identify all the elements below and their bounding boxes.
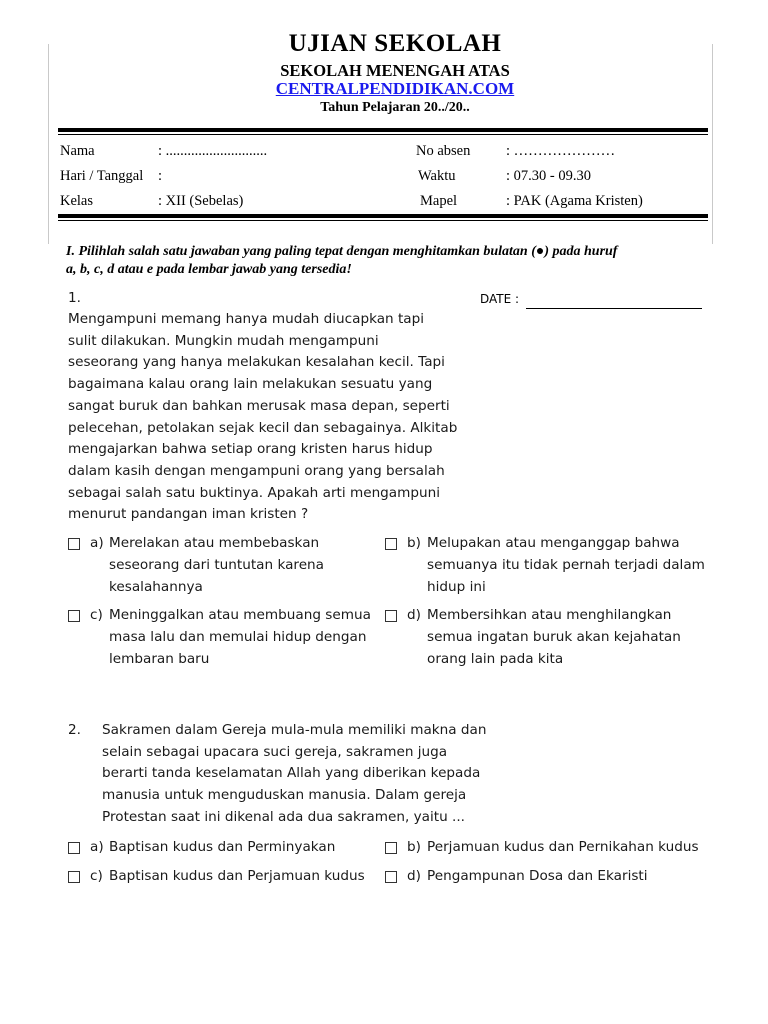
checkbox-icon[interactable] (385, 871, 397, 883)
question-line: Mengampuni memang hanya mudah diucapkan tapi (68, 311, 425, 327)
option-line: Membersihkan atau menghilangkan (427, 607, 672, 623)
option-letter: d) (407, 607, 421, 623)
option-letter: c) (90, 607, 103, 623)
question-line: pelecehan, petolakan sejak kecil dan sebagainya. Alkitab (68, 419, 458, 436)
date-label: DATE : (480, 292, 520, 306)
exam-title: UJIAN SEKOLAH (288, 30, 502, 57)
instruction-line-2: a, b, c, d atau e pada lembar jawab yang tersedia! (66, 262, 352, 277)
hari-value: : (158, 168, 163, 184)
option-letter: a) (90, 535, 104, 551)
school-level: SEKOLAH MENENGAH ATAS (280, 61, 510, 80)
nama-value: : ............................ (158, 143, 268, 159)
question-line: seseorang yang hanya melakukan kesalahan kecil. Tapi (68, 354, 445, 371)
question-1-number: 1. (68, 290, 81, 306)
option-line: lembaran baru (109, 651, 210, 667)
hari-label: Hari / Tanggal (60, 168, 144, 184)
question-line: selain sebagai upacara suci gereja, sakramen juga (102, 743, 448, 760)
option-letter: b) (407, 535, 421, 551)
question-line: bagaimana kalau orang lain melakukan sesuatu yang (68, 376, 433, 393)
question-line: dalam kasih dengan mengampuni orang yang bersalah (68, 462, 445, 479)
option-text (427, 604, 707, 670)
option-letter: d) (407, 868, 421, 884)
kelas-value: : XII (Sebelas) (158, 193, 244, 209)
question-2-text (102, 720, 492, 829)
header-rule-bottom (58, 214, 708, 218)
option-text (109, 532, 369, 598)
option-text (109, 604, 379, 670)
question-1-text (68, 309, 458, 526)
question-line: sangat buruk dan bahkan merusak masa depan, seperti (68, 397, 450, 414)
header-rule-top (58, 128, 708, 132)
option-letter: c) (90, 868, 103, 884)
question-line: berarti tanda keselamatan Allah yang diberikan kepada (102, 765, 481, 782)
checkbox-icon[interactable] (68, 842, 80, 854)
option-text: Baptisan kudus dan Perminyakan (109, 839, 336, 855)
option-line: Meninggalkan atau membuang semua (109, 607, 371, 623)
option-letter: b) (407, 839, 421, 855)
kelas-label: Kelas (60, 193, 94, 209)
checkbox-icon[interactable] (68, 871, 80, 883)
option-text: Pengampunan Dosa dan Ekaristi (427, 868, 648, 884)
option-line: Melupakan atau menganggap bahwa (427, 535, 680, 551)
option-line: kesalahannya (109, 579, 203, 595)
checkbox-icon[interactable] (385, 538, 397, 550)
option-line: semuanya itu tidak pernah terjadi dalam (427, 557, 705, 573)
checkbox-icon[interactable] (385, 842, 397, 854)
question-line: sulit dilakukan. Mungkin mudah mengampuni (68, 332, 379, 349)
mapel-value: : PAK (Agama Kristen) (506, 193, 643, 209)
header-rule-top-thin (58, 134, 708, 135)
option-line: semua ingatan buruk akan kejahatan (427, 629, 681, 645)
waktu-label: Waktu (418, 168, 456, 184)
absen-value: : ………………… (506, 143, 616, 159)
option-letter: a) (90, 839, 104, 855)
absen-label: No absen (416, 143, 471, 159)
question-line: Sakramen dalam Gereja mula-mula memiliki makna dan (102, 722, 487, 738)
option-text: Perjamuan kudus dan Pernikahan kudus (427, 839, 699, 855)
header-rule-bottom-thin (58, 220, 708, 221)
question-line: manusia untuk menguduskan manusia. Dalam gereja (102, 787, 467, 804)
question-line: mengajarkan bahwa setiap orang kristen harus hidup (68, 441, 433, 458)
option-line: Merelakan atau membebaskan (109, 535, 320, 551)
mapel-label: Mapel (420, 193, 458, 209)
instruction-line-1: I. Pilihlah salah satu jawaban yang paling tepat dengan menghitamkan bulatan (●) pada huruf (66, 244, 618, 259)
option-text (427, 532, 707, 598)
question-2-number: 2. (68, 722, 81, 738)
question-line: menurut pandangan iman kristen ? (68, 506, 309, 523)
option-line: masa lalu dan memulai hidup dengan (109, 629, 367, 645)
checkbox-icon[interactable] (68, 610, 80, 622)
question-line: sebagai salah satu buktinya. Apakah arti mengampuni (68, 484, 441, 501)
option-line: hidup ini (427, 579, 486, 595)
option-line: seseorang dari tuntutan karena (109, 557, 325, 573)
nama-label: Nama (60, 143, 95, 159)
site-link[interactable]: CENTRALPENDIDIKAN.COM (275, 79, 515, 98)
checkbox-icon[interactable] (385, 610, 397, 622)
waktu-value: : 07.30 - 09.30 (506, 168, 591, 184)
academic-year: Tahun Pelajaran 20../20.. (320, 100, 470, 115)
date-field[interactable] (526, 308, 702, 309)
question-line: Protestan saat ini dikenal ada dua sakramen, yaitu ... (102, 808, 465, 825)
option-text: Baptisan kudus dan Perjamuan kudus (109, 868, 365, 884)
checkbox-icon[interactable] (68, 538, 80, 550)
option-line: orang lain pada kita (427, 651, 564, 667)
